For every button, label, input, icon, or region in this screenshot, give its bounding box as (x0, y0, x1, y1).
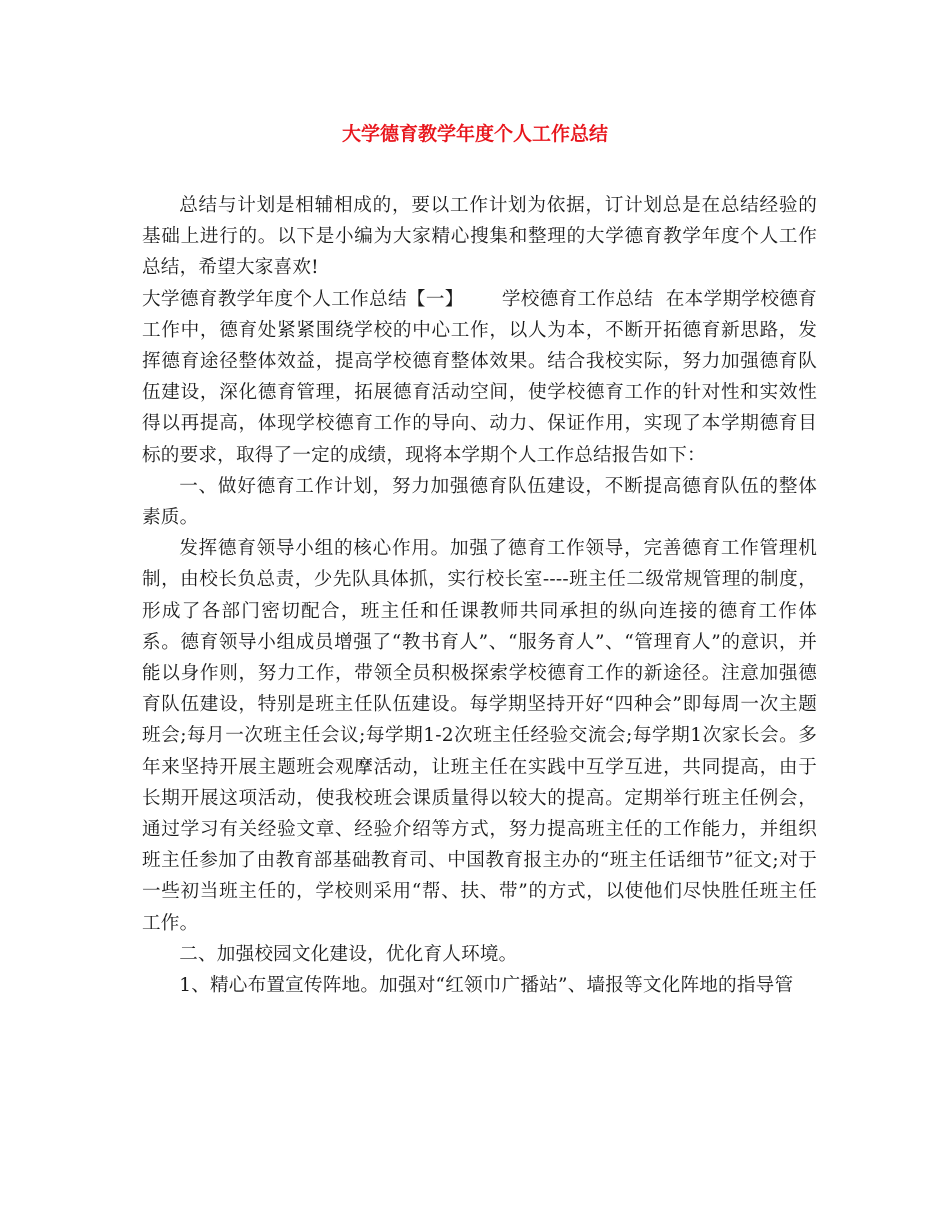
point-one-heading: 一、做好德育工作计划，努力加强德育队伍建设，不断提高德育队伍的整体素质。 (142, 475, 817, 529)
document-title: 大学德育教学年度个人工作总结 (341, 123, 608, 145)
section-paragraph (142, 284, 817, 471)
point-two-item-one: 1、精心布置宣传阵地。加强对“红领巾广播站”、墙报等文化阵地的指导管 (179, 975, 794, 997)
intro-paragraph: 总结与计划是相辅相成的，要以工作计划为依据，订计划总是在总结经验的基础上进行的。以下是小编为大家精心搜集和整理的大学德育教学年度个人工作总结，希望大家喜欢! (142, 195, 817, 279)
section-body: 在本学期学校德育工作中，德育处紧紧围绕学校的中心工作，以人为本，不断开拓德育新思路，发挥德育途径整体效益，提高学校德育整体效果。结合我校实际，努力加强德育队伍建设，深化德育管理，拓展德育活动空间，使学校德育工作的针对性和实效性得以再提高，体现学校德育工作的导向、动力、保证作用，实现了本学期德育目标的要求，取得了一定的成绩，现将本学期个人工作总结报告如下： (142, 288, 817, 466)
document-body (142, 190, 817, 1001)
section-subheading: 学校德育工作总结 (501, 288, 654, 310)
point-two-heading: 二、加强校园文化建设，优化育人环境。 (179, 943, 518, 965)
section-heading: 大学德育教学年度个人工作总结【一】 (142, 288, 464, 310)
point-one-paragraph: 发挥德育领导小组的核心作用。加强了德育工作领导，完善德育工作管理机制，由校长负总责，少先队具体抓，实行校长室----班主任二级常规管理的制度，形成了各部门密切配合，班主任和任课教师共同承担的纵向连接的德育工作体系。德育领导小组成员增强了“教书育人”、“服务育人”、“管理育人”的意识，并能以身作则，努力工作，带领全员积极探索学校德育工作的新途径。注意加强德育队伍建设，特别是班主任队伍建设。每学期坚持开好“四种会”即每周一次主题班会;每月一次班主任会议;每学期1-2次班主任经验交流会;每学期1次家长会。多年来坚持开展主题班会观摩活动，让班主任在实践中互学互进，共同提高，由于长期开展这项活动，使我校班会课质量得以较大的提高。定期举行班主任例会，通过学习有关经验文章、经验介绍等方式，努力提高班主任的工作能力，并组织班主任参加了由教育部基础教育司、中国教育报主办的“班主任话细节”征文;对于一些初当班主任的，学校则采用“帮、扶、带”的方式，以使他们尽快胜任班主任工作。 (142, 538, 817, 934)
